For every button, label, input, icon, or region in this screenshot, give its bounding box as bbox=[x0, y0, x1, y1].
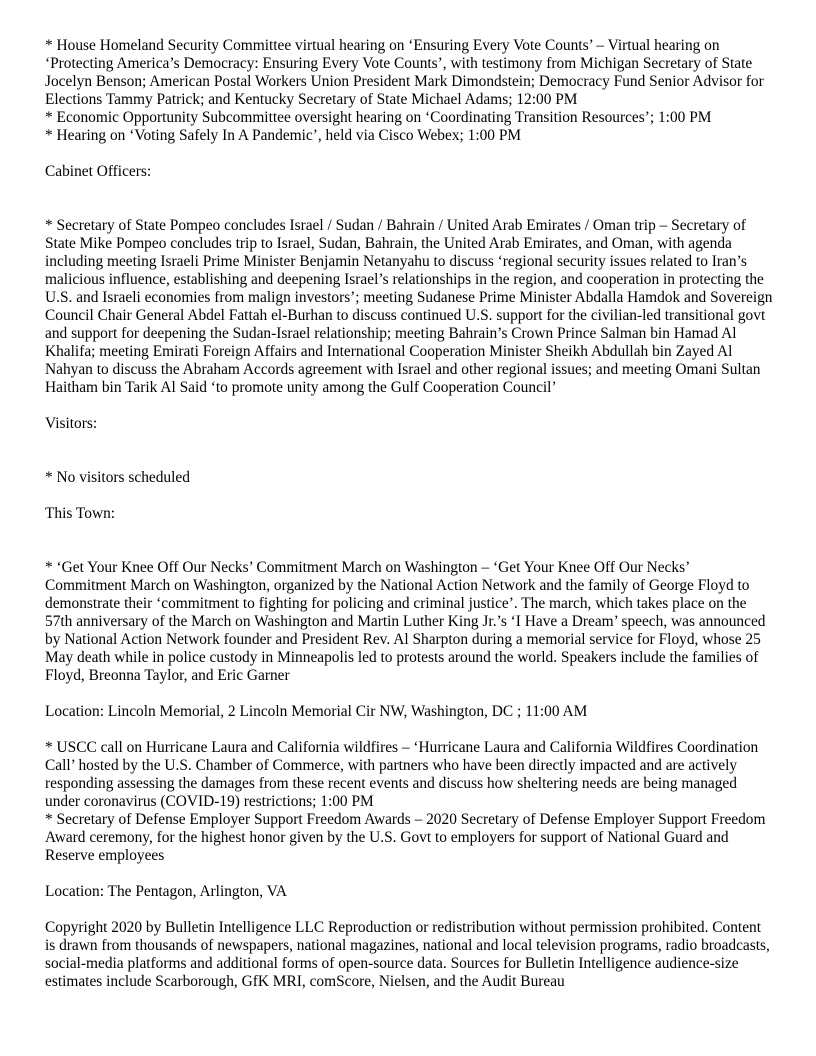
hearing-homeland-security: * House Homeland Security Committee virtual hearing on ‘Ensuring Every Vote Counts’ – Virtual hearing on ‘Protecting America’s Democracy: Ensuring Every Vote Counts’, with testimony from Michigan Secretary of State Jocelyn Benson; American Postal Workers Union President Mark Dimondstein; Democracy Fund Senior Advisor for Elections Tammy Patrick; and Kentucky Secretary of State Michael Adams; 12:00 PM bbox=[45, 37, 764, 108]
defense-location: Location: The Pentagon, Arlington, VA bbox=[45, 883, 287, 900]
visitors-item: * No visitors scheduled bbox=[45, 469, 190, 486]
visitors-heading: Visitors: bbox=[45, 415, 98, 432]
hearing-economic-opportunity: * Economic Opportunity Subcommittee oversight hearing on ‘Coordinating Transition Resources’; 1:00 PM bbox=[45, 109, 712, 126]
item-commitment-march: * ‘Get Your Knee Off Our Necks’ Commitment March on Washington – ‘Get Your Knee Off Our Necks’ Commitment March on Washington, organized by the National Action Network and the family of George Floyd to demonstrate their ‘commitment to fighting for policing and criminal justice’. The march, which takes place on the 57th anniversary of the March on Washington and Martin Luther King Jr.’s ‘I Have a Dream’ speech, was announced by National Action Network founder and President Rev. Al Sharpton during a memorial service for Floyd, whose 25 May death while in police custody in Minneapolis led to protests around the world. Speakers include the families of Floyd, Breonna Taylor, and Eric Garner bbox=[45, 559, 766, 684]
item-defense-awards: * Secretary of Defense Employer Support Freedom Awards – 2020 Secretary of Defense Employer Support Freedom Award ceremony, for the highest honor given by the U.S. Govt to employers for support of National Guard and Reserve employees bbox=[45, 811, 766, 864]
march-location: Location: Lincoln Memorial, 2 Lincoln Memorial Cir NW, Washington, DC ; 11:00 AM bbox=[45, 703, 588, 720]
cabinet-item-pompeo: * Secretary of State Pompeo concludes Israel / Sudan / Bahrain / United Arab Emirates / Oman trip – Secretary of State Mike Pompeo concludes trip to Israel, Sudan, Bahrain, the United Arab Emirates, and Oman, with agenda including meeting Israeli Prime Minister Benjamin Netanyahu to discuss ‘regional security issues related to Iran’s malicious influence, establishing and deepening Israel’s relationships in the region, and cooperation in protecting the U.S. and Israeli economies from malign investors’; meeting Sudanese Prime Minister Abdalla Hamdok and Sovereign Council Chair General Abdel Fattah el-Burhan to discuss continued U.S. support for the civilian-led transitional govt and support for deepening the Sudan-Israel relationship; meeting Bahrain’s Crown Prince Salman bin Hamad Al Khalifa; meeting Emirati Foreign Affairs and International Cooperation Minister Sheikh Abdullah bin Zayed Al Nahyan to discuss the Abraham Accords agreement with Israel and other regional issues; and meeting Omani Sultan Haitham bin Tarik Al Said ‘to promote unity among the Gulf Cooperation Council’ bbox=[45, 217, 773, 396]
copyright-notice: Copyright 2020 by Bulletin Intelligence LLC Reproduction or redistribution without permission prohibited. Content is drawn from thousands of newspapers, national magazines, national and local television programs, radio broadcasts, social-media platforms and additional forms of open-source data. Sources for Bulletin Intelligence audience-size estimates include Scarborough, GfK MRI, comScore, Nielsen, and the Audit Bureau bbox=[45, 919, 770, 990]
this-town-heading: This Town: bbox=[45, 505, 116, 522]
document-page bbox=[45, 37, 773, 991]
hearing-voting-safely: * Hearing on ‘Voting Safely In A Pandemic’, held via Cisco Webex; 1:00 PM bbox=[45, 127, 522, 144]
cabinet-heading: Cabinet Officers: bbox=[45, 163, 152, 180]
item-uscc-call: * USCC call on Hurricane Laura and California wildfires – ‘Hurricane Laura and California Wildfires Coordination Call’ hosted by the U.S. Chamber of Commerce, with partners who have been directly impacted and are actively responding assessing the damages from these recent events and discuss how sheltering needs are being managed under coronavirus (COVID-19) restrictions; 1:00 PM bbox=[45, 739, 759, 810]
